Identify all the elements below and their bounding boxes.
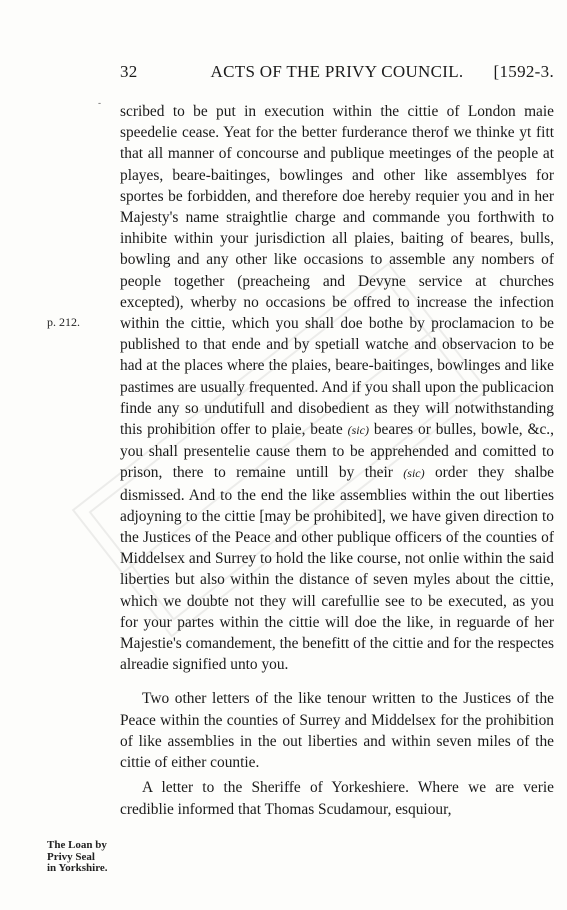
paragraph-text: scribed to be put in execution within the cittie of London maie speedelie cease. Yeat for the better furderance therof we thinke yt fitt that all manner of concourse and publique meetinges of the people at playes, beare-baitinges, bowlinges and other like assemblyes for sportes be forbidden, and therefore doe hereby requier you and in her Majesty's name straightlie charge and commande you forthwith to inhibite within your jurisdiction all plaies, baiting of beares, bulls, bowling and any other like occasions to assemble any nombers of people together (preacheing and Devyne service at churches excepted), wherby no occasions be offred to increase the infection within the cittie, which you shall doe bothe by proclamacion to be published to that ende and by spetiall watche and observacion to be had at the places where the plaies, beare-baitinges, bowlinges and like pastimes are usually frequented. And if you shall upon the publicacion finde any so undutifull and disobedient as they will notwithstanding this prohibition offer to plaie, beate — [120, 103, 554, 439]
page-header — [120, 62, 554, 86]
running-date: [1592-3. — [493, 62, 554, 81]
margin-note-loan — [47, 840, 115, 875]
running-title: ACTS OF THE PRIVY COUNCIL. — [210, 62, 464, 81]
page-number: 32 — [120, 62, 138, 81]
margin-note-line: in Yorkshire. — [47, 862, 108, 874]
paragraph-text: order they shalbe dismissed. And to the end the like assemblies within the out liberties adjoyning to the cittie [may be prohibited], we have given direction to the Justices of the Peace and other publique officers of the counties of Middelsex and Surrey to hold the like course, not onlie within the said liberties but also within the distance of seven myles about the cittie, which we doubte not they will carefullie see to be executed, as you for your partes within the cittie will doe the like, in reguarde of her Majestie's comandement, the benefitt of the cittie and for the respectes alreadie signified unto you. — [120, 464, 555, 674]
sic-annotation: (sic) — [347, 423, 369, 438]
margin-note-line: The Loan by — [47, 839, 107, 851]
paragraph-text: beares or bulles, bowle, &c., you shall presentelie cause them to be apprehended and comitted to prison, there to remaine untill by their — [120, 421, 554, 482]
paragraph-letter-continuation — [120, 101, 554, 675]
paragraph-sheriff-letter: A letter to the Sheriffe of Yorkeshiere. Where we are verie crediblie informed that Thomas Scudamour, esquiour, — [120, 779, 554, 818]
body-text — [120, 101, 554, 820]
margin-mark: - — [98, 99, 102, 109]
sic-annotation: (sic) — [403, 466, 425, 481]
paragraph-other-letters: Two other letters of the like tenour written to the Justices of the Peace within the counties of Surrey and Middelsex for the prohibition of like assemblies in the out liberties and within seven miles of the cittie of either countie. — [120, 690, 554, 772]
margin-note-line: Privy Seal — [47, 850, 95, 863]
margin-page-reference: p. 212. — [47, 315, 80, 329]
